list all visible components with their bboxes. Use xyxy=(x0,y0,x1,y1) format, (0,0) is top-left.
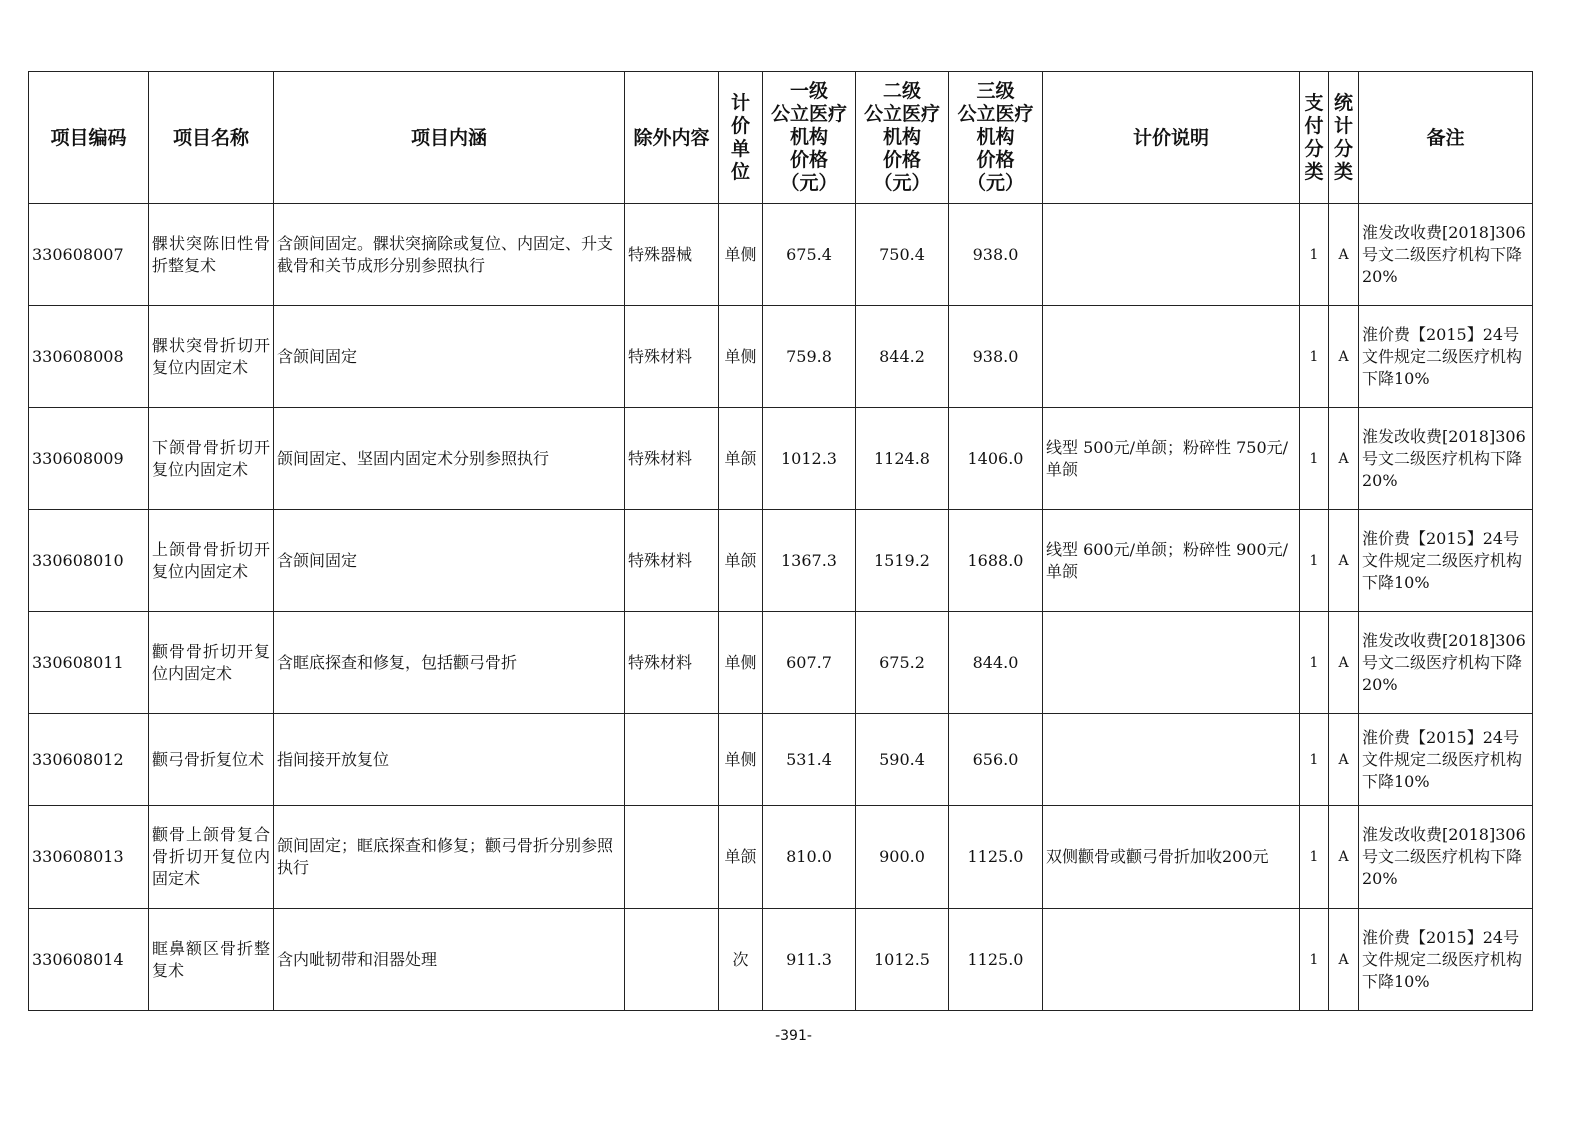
cell-content: 含颌间固定 xyxy=(274,510,625,612)
table-row xyxy=(29,306,1533,408)
cell-price3: 1125.0 xyxy=(949,909,1043,1011)
cell-unit: 单侧 xyxy=(719,204,763,306)
cell-price2: 844.2 xyxy=(856,306,949,408)
cell-payment: 1 xyxy=(1300,510,1329,612)
header-unit-line: 单 xyxy=(730,137,750,160)
cell-price3: 938.0 xyxy=(949,204,1043,306)
cell-content: 指间接开放复位 xyxy=(274,714,625,806)
cell-content: 含内呲韧带和泪器处理 xyxy=(274,909,625,1011)
header-remark: 备注 xyxy=(1359,72,1533,204)
header-price3-line: （元） xyxy=(966,172,1024,194)
cell-remark: 淮价费【2015】24号文件规定二级医疗机构下降10% xyxy=(1359,306,1533,408)
cell-payment: 1 xyxy=(1300,612,1329,714)
cell-content: 含颌间固定 xyxy=(274,306,625,408)
cell-name: 眶鼻额区骨折整复术 xyxy=(149,909,274,1011)
header-price2-line: 价格 xyxy=(882,149,921,171)
cell-unit: 次 xyxy=(719,909,763,1011)
header-row xyxy=(29,72,1533,204)
cell-price2: 590.4 xyxy=(856,714,949,806)
header-payment-line: 分 xyxy=(1304,137,1324,160)
cell-remark: 淮价费【2015】24号文件规定二级医疗机构下降10% xyxy=(1359,909,1533,1011)
cell-stat: A xyxy=(1329,714,1359,806)
header-stat-line: 统 xyxy=(1333,91,1353,114)
cell-stat: A xyxy=(1329,806,1359,909)
cell-pricing-note xyxy=(1043,204,1300,306)
table-row xyxy=(29,612,1533,714)
cell-price1: 911.3 xyxy=(763,909,856,1011)
header-price2-line: （元） xyxy=(873,172,931,194)
cell-price3: 1406.0 xyxy=(949,408,1043,510)
cell-price1: 1367.3 xyxy=(763,510,856,612)
cell-pricing-note xyxy=(1043,714,1300,806)
cell-unit: 单颌 xyxy=(719,510,763,612)
cell-unit: 单颌 xyxy=(719,408,763,510)
header-price3-line: 机构 xyxy=(976,126,1015,148)
cell-code: 330608009 xyxy=(29,408,149,510)
header-price2-line: 机构 xyxy=(882,126,921,148)
cell-payment: 1 xyxy=(1300,909,1329,1011)
cell-exclusion xyxy=(625,909,719,1011)
cell-code: 330608011 xyxy=(29,612,149,714)
header-payment-line: 支 xyxy=(1304,91,1324,114)
cell-unit: 单侧 xyxy=(719,612,763,714)
header-price2-line: 公立医疗 xyxy=(863,103,940,125)
cell-pricing-note: 线型 500元/单颌；粉碎性 750元/单颌 xyxy=(1043,408,1300,510)
header-code: 项目编码 xyxy=(29,72,149,204)
cell-exclusion: 特殊器械 xyxy=(625,204,719,306)
cell-price2: 1012.5 xyxy=(856,909,949,1011)
cell-stat: A xyxy=(1329,408,1359,510)
header-pricing-note: 计价说明 xyxy=(1043,72,1300,204)
header-price2 xyxy=(856,72,949,204)
cell-name: 颧骨骨折切开复位内固定术 xyxy=(149,612,274,714)
cell-stat: A xyxy=(1329,306,1359,408)
cell-name: 髁状突陈旧性骨折整复术 xyxy=(149,204,274,306)
cell-unit: 单颌 xyxy=(719,806,763,909)
cell-exclusion: 特殊材料 xyxy=(625,510,719,612)
cell-price1: 810.0 xyxy=(763,806,856,909)
header-unit xyxy=(719,72,763,204)
cell-pricing-note: 双侧颧骨或颧弓骨折加收200元 xyxy=(1043,806,1300,909)
header-exclusion: 除外内容 xyxy=(625,72,719,204)
cell-remark: 淮发改收费[2018]306号文二级医疗机构下降20% xyxy=(1359,204,1533,306)
page-number: -391- xyxy=(775,1028,812,1044)
cell-price2: 1124.8 xyxy=(856,408,949,510)
table-row xyxy=(29,510,1533,612)
cell-remark: 淮发改收费[2018]306号文二级医疗机构下降20% xyxy=(1359,612,1533,714)
cell-stat: A xyxy=(1329,204,1359,306)
cell-payment: 1 xyxy=(1300,306,1329,408)
cell-name: 下颌骨骨折切开复位内固定术 xyxy=(149,408,274,510)
header-price3 xyxy=(949,72,1043,204)
header-payment-line: 付 xyxy=(1304,114,1324,137)
header-unit-line: 价 xyxy=(730,114,750,137)
cell-exclusion xyxy=(625,806,719,909)
cell-code: 330608008 xyxy=(29,306,149,408)
header-price2-line: 二级 xyxy=(882,80,921,102)
header-price3-line: 公立医疗 xyxy=(957,103,1034,125)
cell-content: 含颌间固定。髁状突摘除或复位、内固定、升支截骨和关节成形分别参照执行 xyxy=(274,204,625,306)
table-row xyxy=(29,806,1533,909)
cell-price2: 900.0 xyxy=(856,806,949,909)
cell-exclusion: 特殊材料 xyxy=(625,612,719,714)
cell-price1: 675.4 xyxy=(763,204,856,306)
header-price1-line: （元） xyxy=(780,172,838,194)
header-stat-line: 分 xyxy=(1333,137,1353,160)
table-row xyxy=(29,408,1533,510)
header-content: 项目内涵 xyxy=(274,72,625,204)
table-row xyxy=(29,714,1533,806)
cell-price3: 844.0 xyxy=(949,612,1043,714)
cell-code: 330608013 xyxy=(29,806,149,909)
cell-payment: 1 xyxy=(1300,204,1329,306)
cell-content: 颌间固定；眶底探查和修复；颧弓骨折分别参照执行 xyxy=(274,806,625,909)
cell-pricing-note xyxy=(1043,306,1300,408)
header-price1-line: 价格 xyxy=(789,149,828,171)
price-table xyxy=(28,71,1533,1011)
cell-price3: 1125.0 xyxy=(949,806,1043,909)
cell-code: 330608012 xyxy=(29,714,149,806)
header-price1-line: 机构 xyxy=(789,126,828,148)
header-payment-line: 类 xyxy=(1304,160,1324,183)
cell-code: 330608014 xyxy=(29,909,149,1011)
cell-stat: A xyxy=(1329,909,1359,1011)
header-price1 xyxy=(763,72,856,204)
cell-name: 颧弓骨折复位术 xyxy=(149,714,274,806)
table-row xyxy=(29,909,1533,1011)
cell-pricing-note xyxy=(1043,612,1300,714)
cell-remark: 淮发改收费[2018]306号文二级医疗机构下降20% xyxy=(1359,408,1533,510)
cell-payment: 1 xyxy=(1300,806,1329,909)
cell-name: 上颌骨骨折切开复位内固定术 xyxy=(149,510,274,612)
cell-stat: A xyxy=(1329,612,1359,714)
header-payment xyxy=(1300,72,1329,204)
cell-unit: 单侧 xyxy=(719,306,763,408)
cell-unit: 单侧 xyxy=(719,714,763,806)
header-stat xyxy=(1329,72,1359,204)
header-stat-line: 类 xyxy=(1333,160,1353,183)
header-price1-line: 一级 xyxy=(789,80,828,102)
cell-payment: 1 xyxy=(1300,408,1329,510)
header-stat-line: 计 xyxy=(1333,114,1353,137)
cell-name: 髁状突骨折切开复位内固定术 xyxy=(149,306,274,408)
cell-price3: 1688.0 xyxy=(949,510,1043,612)
cell-stat: A xyxy=(1329,510,1359,612)
cell-pricing-note: 线型 600元/单颌；粉碎性 900元/单颌 xyxy=(1043,510,1300,612)
cell-remark: 淮发改收费[2018]306号文二级医疗机构下降20% xyxy=(1359,806,1533,909)
cell-remark: 淮价费【2015】24号文件规定二级医疗机构下降10% xyxy=(1359,714,1533,806)
cell-price2: 675.2 xyxy=(856,612,949,714)
cell-code: 330608010 xyxy=(29,510,149,612)
cell-price2: 1519.2 xyxy=(856,510,949,612)
header-price3-line: 价格 xyxy=(976,149,1015,171)
header-unit-line: 位 xyxy=(730,160,750,183)
cell-content: 颌间固定、坚固内固定术分别参照执行 xyxy=(274,408,625,510)
cell-content: 含眶底探查和修复，包括颧弓骨折 xyxy=(274,612,625,714)
cell-price3: 938.0 xyxy=(949,306,1043,408)
cell-exclusion: 特殊材料 xyxy=(625,408,719,510)
cell-price1: 1012.3 xyxy=(763,408,856,510)
header-unit-line: 计 xyxy=(730,91,750,114)
cell-payment: 1 xyxy=(1300,714,1329,806)
cell-price1: 759.8 xyxy=(763,306,856,408)
cell-price1: 607.7 xyxy=(763,612,856,714)
header-name: 项目名称 xyxy=(149,72,274,204)
cell-exclusion xyxy=(625,714,719,806)
cell-code: 330608007 xyxy=(29,204,149,306)
cell-pricing-note xyxy=(1043,909,1300,1011)
cell-price3: 656.0 xyxy=(949,714,1043,806)
header-price3-line: 三级 xyxy=(976,80,1015,102)
header-price1-line: 公立医疗 xyxy=(770,103,847,125)
cell-price1: 531.4 xyxy=(763,714,856,806)
cell-exclusion: 特殊材料 xyxy=(625,306,719,408)
cell-price2: 750.4 xyxy=(856,204,949,306)
cell-remark: 淮价费【2015】24号文件规定二级医疗机构下降10% xyxy=(1359,510,1533,612)
cell-name: 颧骨上颌骨复合骨折切开复位内固定术 xyxy=(149,806,274,909)
table-row xyxy=(29,204,1533,306)
